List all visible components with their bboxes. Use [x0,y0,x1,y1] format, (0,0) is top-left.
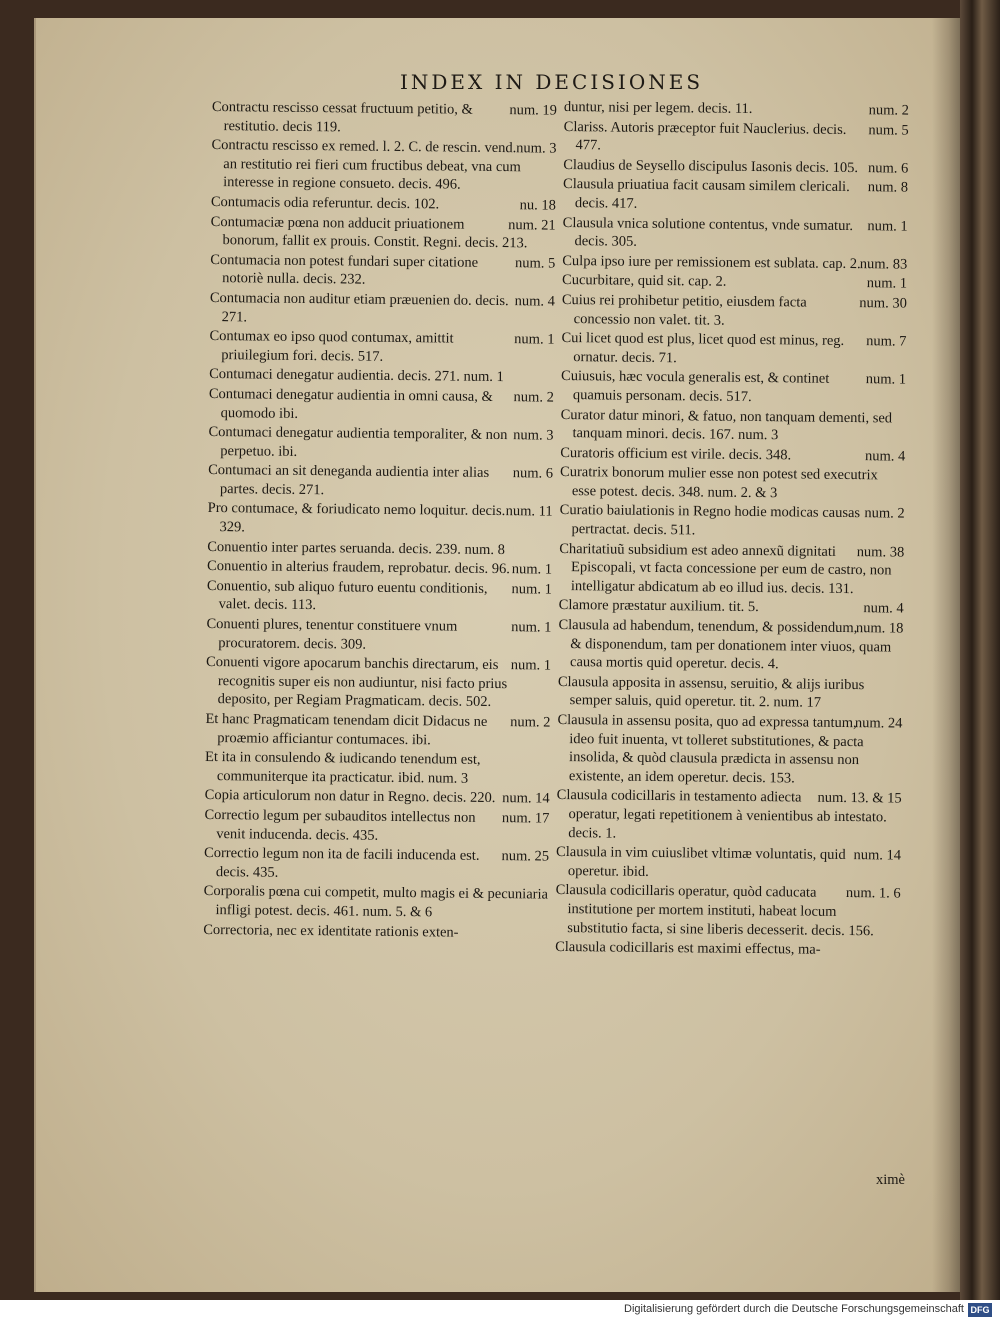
entry-reference-number: num. 25 [501,848,550,865]
index-entry [207,577,552,618]
index-entry [563,156,908,178]
index-entry [203,920,548,942]
entry-text: Clausula ad habendum, tenendum, & possidendum, & disponendum, tam per donationem inter viuos, quam causa mortis quid operetur. decis. 4. [558,617,892,673]
index-entry [559,596,904,618]
entry-reference-number: num. 2 [864,505,905,523]
entry-text: Et ita in consulendo & iudicando tenendum est, communiterque ita practicatur. ibid. num. 3 [205,749,481,787]
entry-text: Clausula priuatiua facit causam similem clericali. decis. 417. [563,176,850,212]
entry-text: Contumacia non potest fundari super citatione notoriè nulla. decis. 232. [210,251,479,288]
entry-reference-number: num. 6 [867,159,909,177]
index-entry [559,501,904,542]
index-entry [556,786,902,845]
index-entry [564,98,909,120]
entry-text: Contumaci denegatur audientia. decis. 271. num. 1 [209,366,504,386]
entry-reference-number: num. 38 [856,543,905,561]
entry-reference-number: num. 1 [867,217,908,235]
catchword: ximè [876,1172,905,1188]
entry-text: Contumaci an sit deneganda audientia inter alias partes. decis. 271. [208,462,490,499]
entry-text: Contumacis odia referuntur. decis. 102. [210,193,440,213]
entry-text: duntur, nisi per legem. decis. 11. [563,98,753,117]
dfg-logo: DFG [968,1303,992,1317]
index-entry [555,938,900,960]
entry-text: Contumaciæ pœna non adducit priuationem bonorum, fallit ex prouis. Constit. Regni. decis. 213. [210,213,528,252]
index-entry [209,365,554,387]
entry-reference-number: num. 30 [859,295,907,312]
entry-reference-number: num. 2 [868,102,909,119]
entry-reference-number: num. 1 [865,371,907,388]
entry-reference-number: num. 24 [854,715,903,732]
entry-text: Cuius rei prohibetur petitio, eiusdem facta concessio non valet. tit. 3. [561,291,807,329]
index-entry [208,423,553,464]
entry-reference-number: num. 18 [855,620,904,637]
book-spine [960,0,1000,1300]
index-entry [560,444,905,466]
entry-text: Contumaci denegatur audientia temporaliter, & non perpetuo. ibi. [208,424,508,460]
entry-text: Clausula in vim cuiuslibet vltimæ voluntatis, quid operetur. ibid. [556,844,846,880]
entry-text: Copia articulorum non datur in Regno. decis. 220. [204,787,496,807]
entry-text: Clausula codicillaris est maximi effectus, ma- [555,939,821,958]
entry-reference-number: num. 19 [509,102,557,119]
index-entry [206,653,552,712]
entry-reference-number: num. 4 [863,600,904,618]
index-entry [558,673,903,714]
entry-text: Clausula codicillaris operatur, quòd caducata institutione per mortem instituti, habeat locum substitutio facta, si sine liberis decesserit. decis. 156. [555,882,874,939]
index-entry [562,291,907,332]
index-entry [560,463,905,504]
index-entry [562,271,907,293]
index-entry [560,405,905,446]
index-entry [556,843,901,884]
entry-text: Contumax eo ipso quod contumax, amittit priuilegium fori. decis. 517. [209,328,454,365]
index-entry [205,748,550,789]
entry-text: Contumaci denegatur audientia in omni causa, & quomodo ibi. [208,385,493,422]
index-entry [561,329,906,370]
index-entry [563,118,908,159]
index-entry [555,881,901,940]
index-entry [203,882,548,923]
entry-text: Culpa ipso iure per remissionem est sublata. cap. 2. [562,252,861,272]
entry-reference-number: num. 4 [864,447,906,465]
entry-text: Correctio legum non ita de facili inducenda est. decis. 435. [204,845,480,881]
page-gutter-shadow [932,18,960,1292]
entry-text: Cucurbitare, quid sit. cap. 2. [562,272,727,291]
entry-text: Curatoris officium est virile. decis. 348. [560,444,792,464]
index-entry [211,136,557,195]
index-entry [205,710,550,751]
entry-reference-number: num. 5 [514,254,556,272]
index-entry [205,786,550,808]
entry-text: Pro contumace, & foriudicato nemo loquitur. decis. 329. [207,500,506,536]
entry-text: Conuentio inter partes seruanda. decis. 239. num. 8 [207,538,505,558]
entry-text: Clausula in assensu posita, quo ad expressa tantum, ideo fuit inuenta, vt tolleret substitutiones, & pacta insolida, & quòd clausula prædicta in assensu non existente, an idem operetur. decis. 153. [557,711,864,787]
entry-reference-number: num. 14 [502,790,550,807]
index-entry [207,499,552,540]
entry-reference-number: num. 1 [514,331,555,348]
entry-text: Curatio baiulationis in Regno hodie modicas causas pertractat. decis. 511. [559,502,861,539]
entry-reference-number: num. 21 [508,216,556,234]
entry-text: Correctoria, nec ex identitate rationis exten- [203,921,459,941]
entry-reference-number: num. 1 [866,275,908,292]
entry-reference-number: num. 5 [868,121,909,139]
index-entry [210,213,555,254]
index-entry [207,557,552,579]
entry-text: Contumacia non auditur etiam præuenien do. decis. 271. [209,289,509,325]
entry-text: Cui licet quod est plus, licet quod est minus, reg. ornatur. decis. 71. [561,330,845,366]
entry-text: Conuenti plures, tenentur constituere vnum procuratorem. decis. 309. [206,616,458,653]
entry-text: Clausula apposita in assensu, seruitio, & alijs iuribus semper saluis, quid operetur. tit. 2. num. 17 [557,673,865,712]
entry-reference-number: num. 7 [866,333,907,350]
entry-text: Clausula codicillaris in testamento adiecta operatur, legati repetitionem à venientibus ab intestato. decis. 1. [556,787,887,842]
entry-text: Clariss. Autoris præceptor fuit Nauclerius. decis. 477. [563,118,847,154]
entry-reference-number: num. 2 [510,714,551,731]
index-entry [562,252,907,274]
entry-text: Clamore præstatur auxilium. tit. 5. [558,597,759,616]
index-entry [557,711,903,789]
entry-reference-number: num. 3 [516,140,557,157]
index-entry [204,806,549,847]
entry-text: Correctio legum per subauditos intellectus non venit inducenda. decis. 435. [204,806,476,844]
funding-credit: Digitalisierung gefördert durch die Deutsche Forschungsgemeinschaft [624,1303,964,1315]
left-index-column [203,98,557,944]
entry-text: Claudius de Seysello discipulus Iasonis decis. 105. [563,156,859,176]
entry-reference-number: num. 1 [511,619,552,636]
entry-reference-number: num. 17 [501,810,550,827]
index-entry [561,367,906,408]
index-entry [212,98,557,139]
index-entry [208,461,553,502]
index-entry [562,214,907,255]
entry-reference-number: num. 4 [514,293,555,310]
entry-text: Clausula vnica solutione contentus, vnde sumatur. decis. 305. [562,214,854,250]
entry-reference-number: num. 14 [853,847,902,864]
entry-text: Conuentio, sub aliquo futuro euentu conditionis, valet. decis. 113. [206,577,488,614]
entry-reference-number: num. 1. 6 [845,885,901,902]
entry-reference-number: num. 1 [510,657,552,674]
entry-reference-number: num. 13. & 15 [817,790,902,807]
entry-reference-number: num. 8 [867,179,909,196]
entry-text: Curator datur minori, & fatuo, non tanquam dementi, sed tanquam minori. decis. 167. num. 3 [560,406,893,444]
entry-reference-number: num. 11 [505,503,553,521]
index-entry [210,289,555,330]
entry-text: Contractu rescisso cessat fructuum petitio, & restitutio. decis 119. [211,98,473,135]
footer-bar [0,1300,1000,1321]
index-entry [210,251,555,292]
index-entry [211,193,556,215]
entry-reference-number: nu. 18 [519,197,556,214]
entry-text: Cuiusuis, hæc vocula generalis est, & continet quamuis personam. decis. 517. [561,368,830,405]
entry-reference-number: num. 3 [513,427,554,444]
running-header: INDEX IN DECISIONES [400,70,704,94]
index-entry [206,615,551,656]
entry-text: Conuenti vigore apocarum banchis directarum, eis recognitis super eis non audiuntur, nisi facto prius deposito, per Regiam Pragmaticam. decis. 502. [206,654,508,711]
entry-reference-number: num. 83 [859,255,908,273]
index-entry [563,175,908,216]
entry-reference-number: num. 6 [512,465,554,482]
entry-text: Corporalis pœna cui competit, multo magis ei & pecuniaria infligi potest. decis. 461. num. 5. & 6 [203,883,549,921]
index-entry [207,538,552,560]
index-entry [209,385,554,426]
entry-text: Curatrix bonorum mulier esse non potest sed executrix esse potest. decis. 348. num. 2. & 3 [559,464,878,502]
right-index-column [555,98,909,961]
index-entry [558,616,904,675]
index-entry [209,327,554,368]
entry-text: Contractu rescisso ex remed. l. 2. C. de rescin. vend. an restitutio rei fieri cum fructibus debeat, vna cum interesse in regione consueto. decis. 496. [211,137,521,193]
entry-text: Conuentio in alterius fraudem, reprobatur. decis. 96. [207,558,510,578]
index-entry [204,844,549,885]
entry-text: Et hanc Pragmaticam tenendam dicit Didacus ne proæmio afficiantur contumaces. ibi. [205,710,488,748]
entry-text: Charitatiuũ subsidium est adeo annexũ dignitati Episcopali, vt facta concessione per eum de castro, non intelligatur abdicatum ab eo illud ius. decis. 131. [559,540,892,597]
entry-reference-number: num. 1 [511,581,552,598]
index-entry [559,540,905,599]
entry-reference-number: num. 2 [513,389,554,406]
entry-reference-number: num. 1 [511,561,553,578]
